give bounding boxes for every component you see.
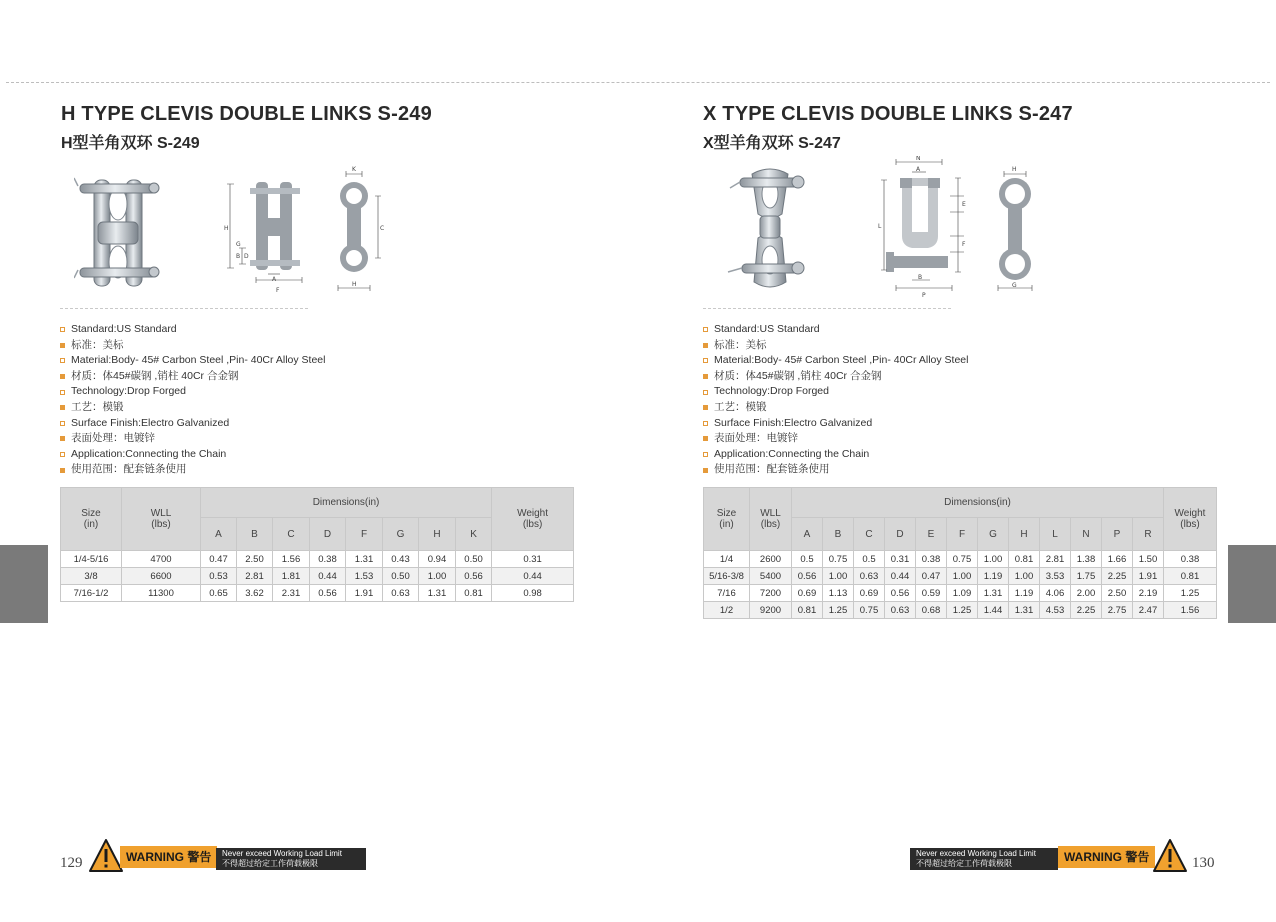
technical-drawing-front-view <box>222 178 312 296</box>
product-photo-h-type <box>74 172 164 294</box>
table-row: 1/4-5/16 4700 0.47 2.50 1.56 0.38 1.31 0.43 0.94 0.50 0.31 <box>61 551 574 568</box>
right-page <box>638 0 1276 922</box>
page-title-cn: X型羊角双环 S-247 <box>703 135 841 152</box>
dimensions-table-s249 <box>60 487 574 602</box>
header-dim-f: F <box>346 518 383 551</box>
header-dim-e: E <box>916 518 947 551</box>
header-dim-l: L <box>1040 518 1071 551</box>
bullet-hollow-icon <box>60 390 65 395</box>
spec-text: Surface Finish:Electro Galvanized <box>71 416 230 429</box>
table-row: 7/16 7200 0.69 1.13 0.69 0.56 0.59 1.09 1.31 1.19 4.06 2.00 2.50 2.19 1.25 <box>704 585 1217 602</box>
bullet-hollow-icon <box>60 421 65 426</box>
header-dim-g: G <box>978 518 1009 551</box>
header-weight: Weight (lbs) <box>492 488 574 551</box>
spec-item <box>60 462 325 478</box>
bullet-solid-icon <box>60 343 65 348</box>
page-title-en: H TYPE CLEVIS DOUBLE LINKS S-249 <box>61 103 432 125</box>
technical-drawing-front-view <box>878 156 974 298</box>
bullet-hollow-icon <box>60 452 65 457</box>
spec-item <box>703 384 968 400</box>
spec-text: Material:Body- 45# Carbon Steel ,Pin- 40Cr Alloy Steel <box>714 354 969 367</box>
spec-text: 工艺：模锻 <box>71 400 124 413</box>
header-dim-k: K <box>456 518 492 551</box>
header-size: Size (in) <box>61 488 122 551</box>
bullet-solid-icon <box>60 405 65 410</box>
dim-letter-f: F <box>962 241 966 248</box>
spec-item <box>60 447 325 463</box>
bullet-hollow-icon <box>703 390 708 395</box>
spec-item <box>703 369 968 385</box>
header-dim-d: D <box>885 518 916 551</box>
bullet-hollow-icon <box>60 358 65 363</box>
spec-text: Application:Connecting the Chain <box>71 447 227 460</box>
page-title-cn: H型羊角双环 S-249 <box>61 135 200 152</box>
spec-item <box>60 369 325 385</box>
spec-item <box>703 353 968 369</box>
spec-text: 工艺：模锻 <box>714 400 767 413</box>
page-title-en: X TYPE CLEVIS DOUBLE LINKS S-247 <box>703 103 1073 125</box>
bullet-solid-icon <box>703 343 708 348</box>
dim-letter-c: C <box>380 225 385 232</box>
dimensions-table-s247 <box>703 487 1217 619</box>
warning-triangle-icon <box>1152 838 1188 874</box>
spec-item <box>60 353 325 369</box>
bullet-solid-icon <box>703 468 708 473</box>
header-dim-a: A <box>792 518 823 551</box>
header-dim-r: R <box>1133 518 1164 551</box>
warning-word: WARNING 警告 <box>1058 846 1155 868</box>
side-tab <box>1228 545 1276 623</box>
spec-item <box>60 431 325 447</box>
header-wll: WLL (lbs) <box>750 488 792 551</box>
dim-letter-p: P <box>922 292 926 298</box>
spec-text: Application:Connecting the Chain <box>714 447 870 460</box>
header-dim-d: D <box>310 518 346 551</box>
header-dim-h: H <box>1009 518 1040 551</box>
bullet-solid-icon <box>60 436 65 441</box>
product-photo-x-type <box>722 166 818 290</box>
dim-letter-k: K <box>352 166 356 173</box>
bullet-solid-icon <box>703 405 708 410</box>
spec-text: 表面处理：电镀锌 <box>71 432 155 445</box>
bullet-hollow-icon <box>703 452 708 457</box>
header-dim-b: B <box>823 518 854 551</box>
spec-text: 标准：美标 <box>71 338 124 351</box>
table-row: 1/4 2600 0.5 0.75 0.5 0.31 0.38 0.75 1.00 0.81 2.81 1.38 1.66 1.50 0.38 <box>704 551 1217 568</box>
spec-list <box>60 322 325 478</box>
spec-item <box>60 384 325 400</box>
table-row: 1/2 9200 0.81 1.25 0.75 0.63 0.68 1.25 1.44 1.31 4.53 2.25 2.75 2.47 1.56 <box>704 602 1217 619</box>
spec-item <box>703 338 968 354</box>
spec-text: Technology:Drop Forged <box>714 385 829 398</box>
bullet-hollow-icon <box>703 358 708 363</box>
dim-letter-b: B <box>918 274 923 281</box>
spec-text: Material:Body- 45# Carbon Steel ,Pin- 40Cr Alloy Steel <box>71 354 326 367</box>
spec-text: 标准：美标 <box>714 338 767 351</box>
spec-text: 材质：体45#碳钢 ,销柱 40Cr 合金钢 <box>714 369 882 382</box>
spec-text: 使用范围：配套链条使用 <box>714 463 830 476</box>
header-dimensions: Dimensions(in) <box>201 488 492 518</box>
spec-text: 表面处理：电镀锌 <box>714 432 798 445</box>
spec-item <box>703 416 968 432</box>
dim-letter-d: D <box>244 253 249 260</box>
dim-letter-a: A <box>916 166 921 173</box>
spec-item <box>60 338 325 354</box>
spec-text: Standard:US Standard <box>71 323 177 335</box>
dim-letter-g: G <box>1012 282 1017 289</box>
warning-label <box>88 838 368 874</box>
spec-item <box>703 400 968 416</box>
table-row: 3/8 6600 0.53 2.81 1.81 0.44 1.53 0.50 1.00 0.56 0.44 <box>61 568 574 585</box>
header-dim-a: A <box>201 518 237 551</box>
bullet-hollow-icon <box>60 327 65 332</box>
dim-letter-h: H <box>224 225 229 232</box>
header-dim-g: G <box>383 518 419 551</box>
header-dim-c: C <box>854 518 885 551</box>
header-dim-n: N <box>1071 518 1102 551</box>
warning-word: WARNING 警告 <box>120 846 217 868</box>
spec-text: Surface Finish:Electro Galvanized <box>714 416 873 429</box>
bullet-solid-icon <box>60 374 65 379</box>
spec-item <box>703 322 968 338</box>
section-divider <box>703 308 951 309</box>
dim-letter-b: B <box>236 253 241 260</box>
technical-drawing-side-view <box>330 166 390 296</box>
spec-item <box>703 447 968 463</box>
dim-letter-n: N <box>916 156 921 162</box>
side-tab <box>0 545 48 623</box>
bullet-solid-icon <box>60 468 65 473</box>
bullet-solid-icon <box>703 374 708 379</box>
spec-item <box>703 462 968 478</box>
spec-item <box>60 400 325 416</box>
header-dim-p: P <box>1102 518 1133 551</box>
warning-triangle-icon <box>88 838 124 874</box>
spec-text: Technology:Drop Forged <box>71 385 186 398</box>
page-number: 129 <box>60 855 83 871</box>
spec-item <box>60 416 325 432</box>
spec-text: Standard:US Standard <box>714 323 820 335</box>
bullet-hollow-icon <box>703 421 708 426</box>
header-size: Size (in) <box>704 488 750 551</box>
header-dim-f: F <box>947 518 978 551</box>
warning-label <box>910 838 1190 874</box>
dim-letter-l: L <box>878 223 882 230</box>
bullet-solid-icon <box>703 436 708 441</box>
header-dim-h: H <box>419 518 456 551</box>
page-number: 130 <box>1192 855 1215 871</box>
dim-letter-h: H <box>1012 166 1017 173</box>
bullet-hollow-icon <box>703 327 708 332</box>
header-wll: WLL (lbs) <box>122 488 201 551</box>
table-row: 5/16-3/8 5400 0.56 1.00 0.63 0.44 0.47 1.00 1.19 1.00 3.53 1.75 2.25 1.91 0.81 <box>704 568 1217 585</box>
dim-letter-e: E <box>962 201 966 208</box>
spec-item <box>703 431 968 447</box>
dim-letter-a: A <box>272 276 277 283</box>
header-dimensions: Dimensions(in) <box>792 488 1164 518</box>
table-row: 7/16-1/2 11300 0.65 3.62 2.31 0.56 1.91 0.63 1.31 0.81 0.98 <box>61 585 574 602</box>
header-weight: Weight (lbs) <box>1164 488 1217 551</box>
warning-message: Never exceed Working Load Limit 不得超过给定工作荷载极限 <box>910 848 1058 870</box>
dim-letter-h: H <box>352 281 357 288</box>
header-dim-c: C <box>273 518 310 551</box>
header-dim-b: B <box>237 518 273 551</box>
spec-item <box>60 322 325 338</box>
spec-list <box>703 322 968 478</box>
dim-letter-f: F <box>276 287 280 294</box>
warning-message: Never exceed Working Load Limit 不得超过给定工作荷载极限 <box>216 848 366 870</box>
spec-text: 材质：体45#碳钢 ,销柱 40Cr 合金钢 <box>71 369 239 382</box>
dim-letter-g: G <box>236 241 241 248</box>
technical-drawing-side-view <box>992 164 1042 294</box>
spec-text: 使用范围：配套链条使用 <box>71 463 187 476</box>
section-divider <box>60 308 308 309</box>
